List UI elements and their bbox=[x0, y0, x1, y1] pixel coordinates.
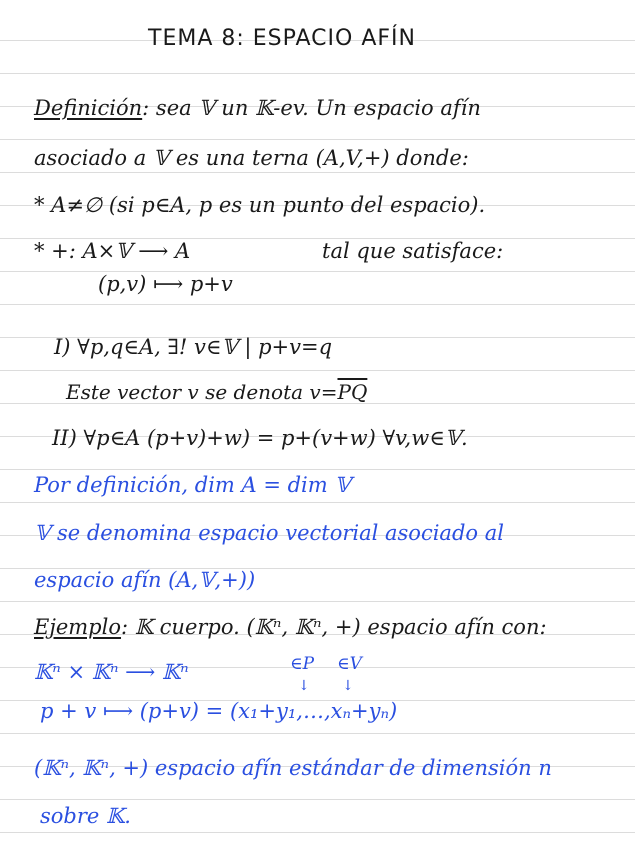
blue-note-assoc-1: 𝕍 se denomina espacio vectorial asociado al bbox=[34, 521, 504, 545]
example-over-field: sobre 𝕂. bbox=[40, 804, 131, 828]
arrow-down-icon: ↓ bbox=[342, 678, 354, 694]
arrow-down-icon: ↓ bbox=[298, 678, 310, 694]
annotation-vector: ∈V bbox=[337, 654, 362, 674]
axiom-2: II) ∀p∈A (p+v)+w) = p+(v+w) ∀v,w∈𝕍. bbox=[52, 426, 468, 450]
definition-line-4-right: tal que satisface: bbox=[322, 239, 504, 263]
vector-pq: $\overline{PQ}$ bbox=[337, 380, 368, 404]
definition-line-4-left: * +: A×𝕍 ⟶ A bbox=[34, 239, 191, 263]
definition-line-2: asociado a 𝕍 es una terna (A,V,+) donde: bbox=[34, 146, 469, 170]
example-line-1-text: : 𝕂 cuerpo. (𝕂ⁿ, 𝕂ⁿ, +) espacio afín con: bbox=[120, 615, 547, 639]
example-label: Ejemplo bbox=[34, 615, 121, 639]
definition-line-3: * A≠∅ (si p∈A, p es un punto del espacio). bbox=[34, 193, 486, 217]
example-sum: p + v ⟼ (p+v) = (x₁+y₁,…,xₙ+yₙ) bbox=[40, 699, 398, 723]
definition-line-1 bbox=[34, 98, 481, 119]
blue-note-dim: Por definición, dim A = dim 𝕍 bbox=[34, 473, 351, 497]
page-title: TEMA 8: ESPACIO AFÍN bbox=[148, 26, 416, 51]
blue-note-assoc-2: espacio afín (A,𝕍,+)) bbox=[34, 568, 256, 592]
definition-label: Definición bbox=[34, 96, 143, 120]
axiom-1-note bbox=[66, 382, 367, 402]
axiom-1: I) ∀p,q∈A, ∃! v∈𝕍 | p+v=q bbox=[54, 335, 333, 359]
definition-line-5: (p,v) ⟼ p+v bbox=[98, 272, 233, 296]
example-standard: (𝕂ⁿ, 𝕂ⁿ, +) espacio afín estándar de dimensión n bbox=[34, 756, 552, 780]
axiom-1-note-text: Este vector v se denota v= bbox=[66, 380, 338, 404]
annotation-point: ∈P bbox=[290, 654, 315, 674]
example-line-1 bbox=[34, 617, 547, 638]
definition-line-1-text: : sea 𝕍 un 𝕂-ev. Un espacio afín bbox=[142, 96, 481, 120]
example-map: 𝕂ⁿ × 𝕂ⁿ ⟶ 𝕂ⁿ bbox=[34, 660, 189, 684]
